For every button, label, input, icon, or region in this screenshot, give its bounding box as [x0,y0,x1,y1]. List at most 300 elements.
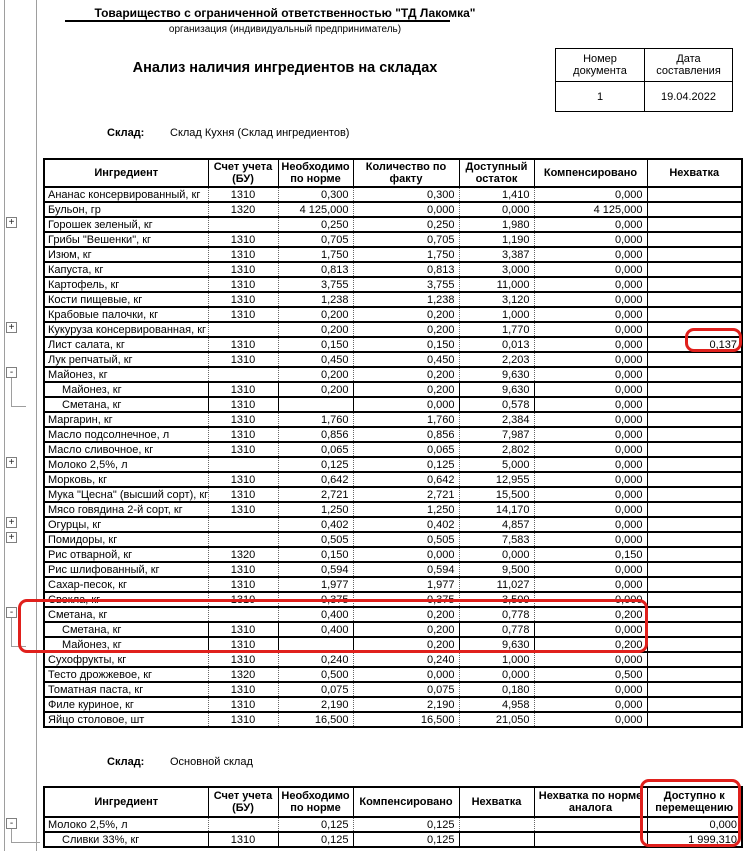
column-header: Нехватка по норме аналога [534,787,647,817]
value-cell: 0,125 [278,817,353,832]
value-cell: 0,450 [278,352,353,367]
column-header: Компенсировано [353,787,459,817]
value-cell: 1310 [208,292,278,307]
ingredient-name-cell: Сухофрукты, кг [44,652,208,667]
value-cell: 0,000 [534,487,647,502]
value-cell [647,712,742,727]
value-cell: 0,200 [534,607,647,622]
value-cell: 4,958 [459,697,534,712]
value-cell: 1,980 [459,217,534,232]
value-cell: 1320 [208,547,278,562]
ingredient-name-cell: Ананас консервированный, кг [44,187,208,202]
value-cell [647,307,742,322]
ingredient-name-cell: Мясо говядина 2-й сорт, кг [44,502,208,517]
value-cell: 2,190 [353,697,459,712]
table-row [44,652,742,667]
ingredient-name-cell: Картофель, кг [44,277,208,292]
value-cell: 0,642 [278,472,353,487]
group-bracket-line [11,406,26,407]
value-cell: 2,203 [459,352,534,367]
value-cell: 0,000 [459,667,534,682]
group-bracket-line [11,378,12,406]
value-cell: 0,000 [534,442,647,457]
value-cell: 0,000 [353,547,459,562]
value-cell: 0,180 [459,682,534,697]
value-cell [647,262,742,277]
ingredient-name-cell: Молоко 2,5%, л [44,457,208,472]
collapse-group-toggle[interactable]: - [6,607,17,618]
value-cell: 1,770 [459,322,534,337]
ingredient-name-cell: Горошек зеленый, кг [44,217,208,232]
value-cell: 1310 [208,622,278,637]
value-cell: 1310 [208,832,278,847]
value-cell: 1 999,310 [647,832,742,847]
value-cell: 0,000 [647,817,742,832]
value-cell: 1,977 [353,577,459,592]
value-cell: 0,000 [534,187,647,202]
value-cell: 2,802 [459,442,534,457]
value-cell: 0,000 [534,262,647,277]
collapse-group-toggle[interactable]: - [6,367,17,378]
table-row [44,457,742,472]
ingredient-name-cell: Тесто дрожжевое, кг [44,667,208,682]
group-level-line-1 [4,0,5,851]
value-cell [647,457,742,472]
value-cell: 9,630 [459,367,534,382]
value-cell: 0,000 [534,382,647,397]
table-row [44,517,742,532]
value-cell: 16,500 [278,712,353,727]
value-cell: 0,200 [353,622,459,637]
value-cell: 0,200 [278,322,353,337]
value-cell: 1310 [208,187,278,202]
value-cell: 7,987 [459,427,534,442]
value-cell: 0,450 [353,352,459,367]
value-cell [647,517,742,532]
value-cell: 1,760 [278,412,353,427]
value-cell: 1,977 [278,577,353,592]
value-cell: 1310 [208,577,278,592]
table-row [44,307,742,322]
value-cell [208,217,278,232]
value-cell: 9,630 [459,637,534,652]
ingredient-name-cell: Майонез, кг [44,367,208,382]
value-cell [459,817,534,832]
value-cell: 0,000 [459,547,534,562]
ingredient-name-cell: Сливки 33%, кг [44,832,208,847]
value-cell: 0,137 [647,337,742,352]
value-cell: 0,240 [353,652,459,667]
warehouse-label-main: Склад: [107,756,145,768]
value-cell: 0,000 [534,622,647,637]
value-cell: 0,778 [459,622,534,637]
ingredient-name-cell: Масло подсолнечное, л [44,427,208,442]
ingredient-name-cell: Томатная паста, кг [44,682,208,697]
value-cell [647,652,742,667]
value-cell [647,532,742,547]
value-cell: 0,075 [353,682,459,697]
value-cell: 1310 [208,442,278,457]
doc-date-label: Дата составления [645,49,732,82]
value-cell: 0,000 [534,277,647,292]
value-cell: 3,120 [459,292,534,307]
value-cell: 0,000 [534,412,647,427]
value-cell [647,547,742,562]
value-cell [208,367,278,382]
column-header: Ингредиент [44,787,208,817]
value-cell: 1310 [208,427,278,442]
table-row [44,562,742,577]
column-header: Нехватка [647,159,742,187]
value-cell: 1310 [208,382,278,397]
ingredient-name-cell: Рис отварной, кг [44,547,208,562]
value-cell: 1,750 [278,247,353,262]
value-cell [208,322,278,337]
value-cell: 0,402 [353,517,459,532]
value-cell [534,817,647,832]
value-cell: 12,955 [459,472,534,487]
column-header: Необходимо по норме [278,787,353,817]
value-cell: 0,400 [278,607,353,622]
ingredient-name-cell: Кукуруза консервированная, кг [44,322,208,337]
column-header: Компенсировано [534,159,647,187]
value-cell: 0,013 [459,337,534,352]
value-cell: 0,000 [534,472,647,487]
value-cell: 1,000 [459,652,534,667]
value-cell: 1,190 [459,232,534,247]
organization-name: Товарищество с ограниченной ответственностью "ТД Лакомка" [94,6,476,20]
value-cell [647,352,742,367]
ingredient-name-cell: Мука "Цесна" (высший сорт), кг [44,487,208,502]
ingredient-name-cell: Сметана, кг [44,607,208,622]
value-cell: 0,000 [534,682,647,697]
value-cell: 0,000 [353,202,459,217]
value-cell: 1310 [208,412,278,427]
table-row [44,322,742,337]
value-cell [647,412,742,427]
column-header: Ингредиент [44,159,208,187]
ingredients-table-main [43,786,743,848]
value-cell [647,187,742,202]
value-cell: 0,000 [534,352,647,367]
ingredient-name-cell: Бульон, гр [44,202,208,217]
value-cell: 0,500 [278,667,353,682]
value-cell: 0,856 [353,427,459,442]
value-cell: 1310 [208,562,278,577]
value-cell: 0,200 [353,307,459,322]
value-cell: 0,705 [278,232,353,247]
warehouse-name-main: Основной склад [170,756,253,768]
document-info-box [555,48,733,112]
value-cell: 0,250 [278,217,353,232]
ingredient-name-cell: Филе куриное, кг [44,697,208,712]
value-cell [647,577,742,592]
value-cell: 4 125,000 [278,202,353,217]
value-cell: 7,583 [459,532,534,547]
value-cell: 0,000 [534,322,647,337]
value-cell: 3,500 [459,592,534,607]
value-cell [647,472,742,487]
value-cell: 1,750 [353,247,459,262]
doc-date-value: 19.04.2022 [660,90,717,103]
table-row [44,472,742,487]
value-cell: 0,000 [534,247,647,262]
value-cell: 0,000 [459,202,534,217]
value-cell: 0,200 [278,307,353,322]
value-cell: 0,505 [353,532,459,547]
value-cell: 0,200 [534,637,647,652]
table-row [44,832,742,847]
value-cell [647,397,742,412]
value-cell [208,457,278,472]
table-row [44,487,742,502]
value-cell: 1310 [208,397,278,412]
doc-number-value: 1 [556,82,645,111]
highlight-shortage-cell [685,328,742,352]
value-cell: 0,150 [278,547,353,562]
value-cell: 0,300 [353,187,459,202]
value-cell [647,682,742,697]
group-level-line-2 [36,0,37,851]
value-cell: 0,000 [534,232,647,247]
value-cell: 1,000 [459,307,534,322]
value-cell: 0,000 [534,562,647,577]
value-cell: 4,857 [459,517,534,532]
value-cell: 0,594 [278,562,353,577]
value-cell: 0,000 [534,337,647,352]
table-row [44,232,742,247]
value-cell [647,367,742,382]
value-cell [647,247,742,262]
value-cell: 5,000 [459,457,534,472]
value-cell: 1310 [208,697,278,712]
ingredient-name-cell: Сметана, кг [44,397,208,412]
table-row [44,442,742,457]
value-cell: 9,630 [459,382,534,397]
value-cell: 0,642 [353,472,459,487]
value-cell [647,217,742,232]
value-cell: 0,000 [534,367,647,382]
table-row [44,697,742,712]
ingredient-name-cell: Майонез, кг [44,382,208,397]
value-cell: 0,000 [534,592,647,607]
ingredient-name-cell: Свекла, кг [44,592,208,607]
table-row [44,277,742,292]
ingredient-name-cell: Огурцы, кг [44,517,208,532]
value-cell: 0,778 [459,607,534,622]
value-cell: 0,000 [534,307,647,322]
value-cell: 0,813 [278,262,353,277]
column-header: Доступно к перемещению [647,787,742,817]
value-cell: 0,200 [353,637,459,652]
value-cell: 1310 [208,637,278,652]
value-cell: 1310 [208,682,278,697]
doc-number-label: Номер документа [556,49,645,82]
value-cell: 0,000 [534,652,647,667]
value-cell: 1,238 [353,292,459,307]
value-cell [647,427,742,442]
value-cell: 0,000 [534,712,647,727]
value-cell: 3,000 [459,262,534,277]
value-cell: 0,150 [534,547,647,562]
value-cell: 3,755 [353,277,459,292]
organization-caption: организация (индивидуальный предприниматель) [168,24,402,35]
expand-group-toggle[interactable]: + [6,532,17,543]
value-cell: 0,200 [278,367,353,382]
value-cell: 1310 [208,337,278,352]
table-row [44,247,742,262]
value-cell: 1,238 [278,292,353,307]
report-title: Анализ наличия ингредиентов на складах [132,60,438,76]
value-cell [647,667,742,682]
value-cell: 0,400 [278,622,353,637]
column-header: Нехватка [459,787,534,817]
collapse-group-toggle[interactable]: - [6,818,17,829]
value-cell: 0,240 [278,652,353,667]
value-cell: 0,000 [534,397,647,412]
value-cell: 1,760 [353,412,459,427]
table-row [44,682,742,697]
value-cell [647,277,742,292]
table-row [44,577,742,592]
table-row [44,412,742,427]
value-cell: 0,200 [353,607,459,622]
value-cell: 0,125 [353,457,459,472]
value-cell: 1310 [208,262,278,277]
table-row [44,262,742,277]
value-cell [647,202,742,217]
value-cell [647,487,742,502]
warehouse-label-kitchen: Склад: [107,127,145,139]
value-cell: 1,250 [278,502,353,517]
value-cell [208,817,278,832]
value-cell: 0,200 [353,367,459,382]
value-cell [208,517,278,532]
value-cell: 0,402 [278,517,353,532]
table-row [44,367,742,382]
ingredient-name-cell: Изюм, кг [44,247,208,262]
value-cell: 2,721 [278,487,353,502]
value-cell [208,532,278,547]
value-cell: 1310 [208,247,278,262]
value-cell: 0,200 [353,322,459,337]
ingredient-name-cell: Лист салата, кг [44,337,208,352]
value-cell: 0,000 [534,427,647,442]
value-cell [647,382,742,397]
value-cell: 0,125 [278,832,353,847]
expand-group-toggle[interactable]: + [6,322,17,333]
value-cell: 1320 [208,202,278,217]
ingredient-name-cell: Морковь, кг [44,472,208,487]
value-cell: 0,000 [534,457,647,472]
value-cell: 0,578 [459,397,534,412]
value-cell [647,442,742,457]
ingredient-name-cell: Крабовые палочки, кг [44,307,208,322]
table-row [44,382,742,397]
value-cell: 4 125,000 [534,202,647,217]
table-row [44,337,742,352]
value-cell: 16,500 [353,712,459,727]
column-header: Доступный остаток [459,159,534,187]
highlight-smetana-group [18,599,648,653]
column-header: Необходимо по норме [278,159,353,187]
expand-group-toggle[interactable]: + [6,457,17,468]
value-cell: 0,250 [353,217,459,232]
value-cell [534,832,647,847]
ingredient-name-cell: Кости пищевые, кг [44,292,208,307]
value-cell: 0,375 [353,592,459,607]
expand-group-toggle[interactable]: + [6,217,17,228]
ingredient-name-cell: Сахар-песок, кг [44,577,208,592]
value-cell: 1310 [208,352,278,367]
ingredient-name-cell: Лук репчатый, кг [44,352,208,367]
value-cell [647,562,742,577]
table-row [44,532,742,547]
value-cell: 11,027 [459,577,534,592]
warehouse-name-kitchen: Склад Кухня (Склад ингредиентов) [170,127,350,139]
value-cell: 0,505 [278,532,353,547]
value-cell: 0,000 [534,502,647,517]
table-row [44,352,742,367]
value-cell: 0,813 [353,262,459,277]
value-cell [647,622,742,637]
table-row [44,817,742,832]
value-cell [647,607,742,622]
value-cell: 0,000 [353,397,459,412]
value-cell: 0,200 [278,382,353,397]
table-row [44,712,742,727]
value-cell: 0,065 [278,442,353,457]
expand-group-toggle[interactable]: + [6,517,17,528]
table-row [44,397,742,412]
table-row [44,292,742,307]
ingredient-name-cell: Помидоры, кг [44,532,208,547]
highlight-transfer-column [640,779,741,847]
value-cell [647,292,742,307]
organization-underline [65,20,450,22]
group-bracket-line [11,618,12,646]
value-cell: 1310 [208,472,278,487]
ingredient-name-cell: Капуста, кг [44,262,208,277]
value-cell: 0,000 [353,667,459,682]
value-cell: 3,387 [459,247,534,262]
value-cell: 1,250 [353,502,459,517]
value-cell: 0,125 [353,832,459,847]
ingredient-name-cell: Грибы "Вешенки", кг [44,232,208,247]
ingredient-name-cell: Рис шлифованный, кг [44,562,208,577]
value-cell: 14,170 [459,502,534,517]
value-cell: 0,300 [278,187,353,202]
value-cell: 0,000 [534,292,647,307]
value-cell: 0,000 [534,577,647,592]
group-bracket-line [11,842,40,843]
value-cell: 0,125 [278,457,353,472]
value-cell: 2,384 [459,412,534,427]
table-row [44,217,742,232]
value-cell: 2,721 [353,487,459,502]
value-cell [647,502,742,517]
value-cell: 0,856 [278,427,353,442]
value-cell: 0,375 [278,592,353,607]
ingredient-name-cell: Молоко 2,5%, л [44,817,208,832]
value-cell: 0,200 [353,382,459,397]
value-cell: 0,000 [534,532,647,547]
value-cell: 1310 [208,307,278,322]
value-cell: 11,000 [459,277,534,292]
value-cell: 0,000 [534,217,647,232]
value-cell [647,697,742,712]
value-cell: 1310 [208,712,278,727]
